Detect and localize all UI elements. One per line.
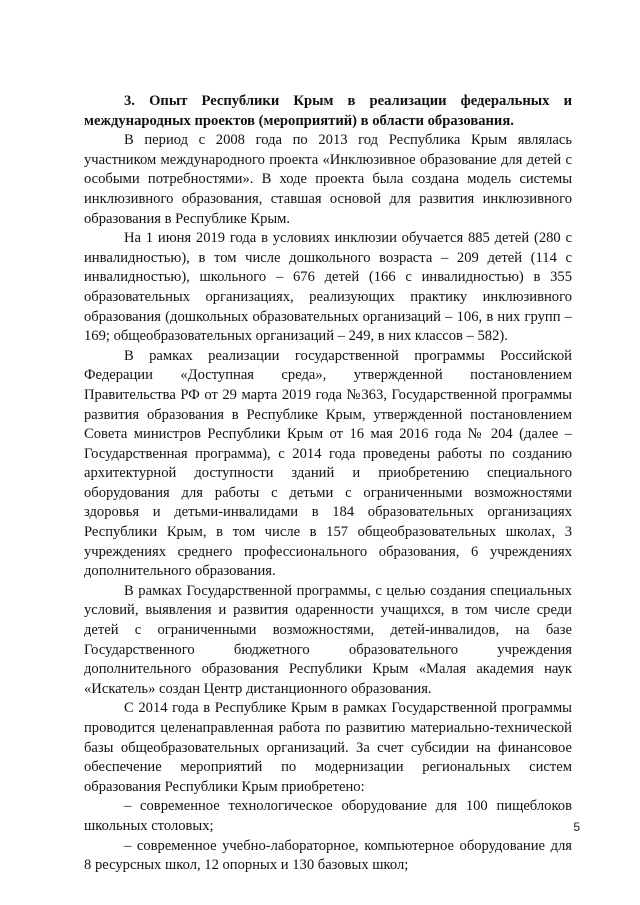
- paragraph-accessible-environment: В рамках реализации государственной программы Российской Федерации «Доступная среда», утвержденной постановлением Правительства РФ от 29 марта 2019 года №363, Государственной программы развития образования в Республике Крым, утвержденной постановлением Совета министров Республики Крым от 16 мая 2016 года № 204 (далее – Государственная программа), с 2014 года проведены работы по созданию архитектурной доступности зданий и приобретению специального оборудования для работы с детьми с ограниченными возможностями здоровья и детьми-инвалидами в 184 образовательных организациях Республики Крым, в том числе в 157 общеобразовательных школах, 3 учреждениях среднего профессионального образования, 6 учреждениях дополнительного образования.: [84, 347, 572, 580]
- paragraph-material-base: С 2014 года в Республике Крым в рамках Государственной программы проводится целенаправленная работа по развитию материально-технической базы общеобразовательных организаций. За счет субсидии на финансовое обеспечение мероприятий по модернизации региональных систем образования Республики Крым приобретено:: [84, 700, 572, 795]
- paragraph-inclusion-statistics: На 1 июня 2019 года в условиях инклюзии обучается 885 детей (280 с инвалидностью), в том числе дошкольного возраста – 209 детей (114 с инвалидностью), школьного – 676 детей (166 с инвалидностью) в 355 образовательных организациях, реализующих практику инклюзивного образования (дошкольных образовательных организаций – 106, в них групп – 169; общеобразовательных организаций – 249, в них классов – 582).: [84, 230, 572, 345]
- section-heading: 3. Опыт Республики Крым в реализации федеральных и международных проектов (мероприятий) в области образования.: [84, 93, 572, 129]
- paragraph-inclusive-project: В период с 2008 года по 2013 год Республика Крым являлась участником международного проекта «Инклюзивное образование для детей с особыми потребностями». В ходе проекта была создана модель системы инклюзивного образования, ставшая основой для развития инклюзивного образования в Республике Крым.: [84, 132, 572, 227]
- list-item-canteen-equipment: – современное технологическое оборудование для 100 пищеблоков школьных столовых;: [84, 798, 572, 834]
- paragraph-distance-education-center: В рамках Государственной программы, с целью создания специальных условий, выявления и развития одаренности учащихся, в том числе среди детей с ограниченными возможностями, детей-инвалидов, на базе Государственного бюджетного образовательного учреждения дополнительного образования Республики Крым «Малая академия наук «Искатель» создан Центр дистанционного образования.: [84, 582, 572, 697]
- document-body: [84, 92, 572, 876]
- list-item-lab-equipment: – современное учебно-лабораторное, компьютерное оборудование для 8 ресурсных школ, 12 опорных и 130 базовых школ;: [84, 837, 572, 874]
- page-number: 5: [573, 820, 580, 834]
